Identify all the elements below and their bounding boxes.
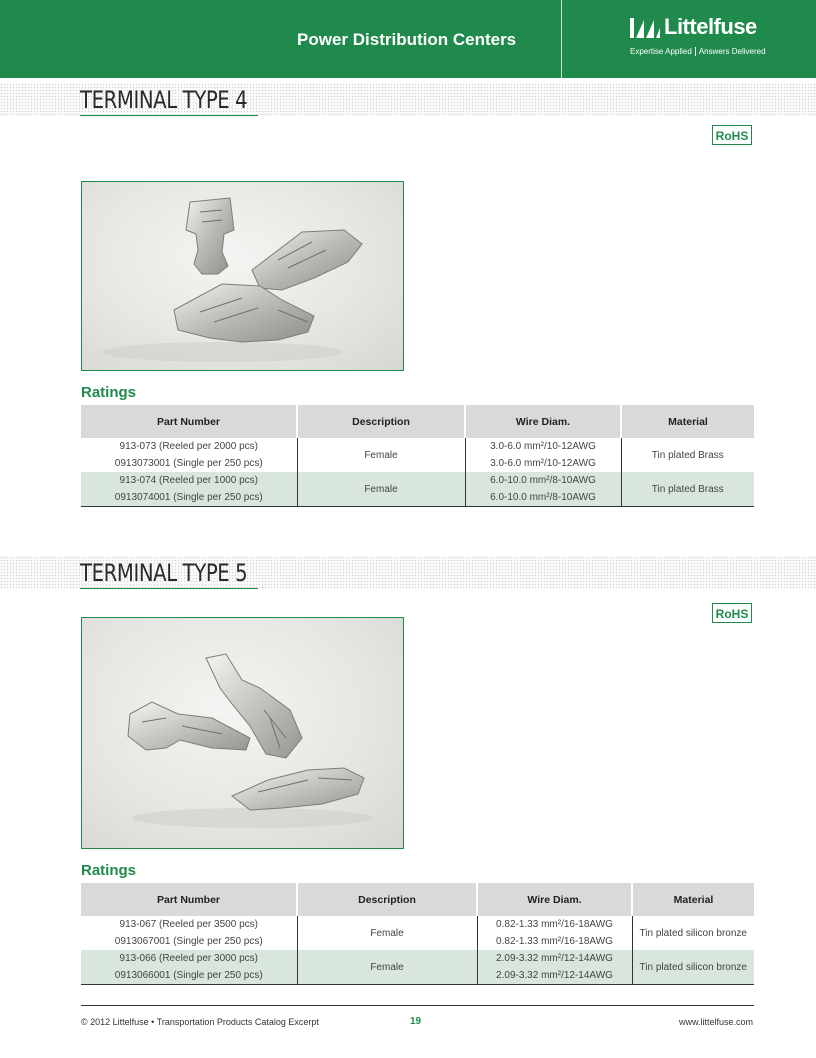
page-header bbox=[0, 0, 816, 78]
wire-diameter: 3.0-6.0 mm²/10-12AWG bbox=[465, 455, 621, 472]
logo-tagline bbox=[630, 47, 766, 56]
littelfuse-logo-icon bbox=[630, 16, 660, 40]
table-header-row bbox=[81, 883, 754, 916]
material: Tin plated silicon bronze bbox=[632, 950, 754, 985]
footer-copyright: © 2012 Littelfuse • Transportation Products Catalog Excerpt bbox=[81, 1017, 319, 1027]
product-photo bbox=[81, 617, 404, 849]
header-title: Power Distribution Centers bbox=[297, 30, 517, 49]
ratings-heading: Ratings bbox=[81, 862, 137, 879]
terminal-image bbox=[82, 618, 404, 849]
footer-rule bbox=[81, 1005, 754, 1006]
material: Tin plated Brass bbox=[621, 438, 754, 472]
tagline-separator bbox=[695, 47, 696, 56]
part-number: 0913066001 (Single per 250 pcs) bbox=[81, 967, 297, 985]
table-row bbox=[81, 438, 754, 455]
rohs-badge: RoHS bbox=[712, 125, 752, 145]
material: Tin plated Brass bbox=[621, 472, 754, 507]
column-header: Description bbox=[297, 883, 477, 916]
wire-diameter: 2.09-3.32 mm²/12-14AWG bbox=[477, 967, 632, 985]
table-row bbox=[81, 916, 754, 933]
title-underline bbox=[80, 115, 258, 116]
product-photo bbox=[81, 181, 404, 371]
description: Female bbox=[297, 916, 477, 950]
column-header: Part Number bbox=[81, 883, 297, 916]
column-header: Wire Diam. bbox=[465, 405, 621, 438]
tagline-left: Expertise Applied bbox=[630, 47, 692, 56]
column-header: Material bbox=[621, 405, 754, 438]
table-row bbox=[81, 950, 754, 967]
logo-wordmark: Littelfuse bbox=[664, 14, 757, 39]
table-header-row bbox=[81, 405, 754, 438]
wire-diameter: 6.0-10.0 mm²/8-10AWG bbox=[465, 472, 621, 489]
column-header: Material bbox=[632, 883, 754, 916]
header-divider bbox=[561, 0, 562, 78]
column-header: Wire Diam. bbox=[477, 883, 632, 916]
littelfuse-logo[interactable] bbox=[630, 14, 780, 64]
wire-diameter: 2.09-3.32 mm²/12-14AWG bbox=[477, 950, 632, 967]
part-number: 0913074001 (Single per 250 pcs) bbox=[81, 489, 297, 507]
description: Female bbox=[297, 950, 477, 985]
section-title: TERMINAL TYPE 4 bbox=[80, 86, 248, 114]
section-title: TERMINAL TYPE 5 bbox=[80, 559, 248, 587]
page-number: 19 bbox=[410, 1016, 422, 1027]
part-number: 913-073 (Reeled per 2000 pcs) bbox=[119, 441, 258, 452]
ratings-heading: Ratings bbox=[81, 384, 137, 401]
tagline-right: Answers Delivered bbox=[698, 47, 766, 56]
wire-diameter: 0.82-1.33 mm²/16-18AWG bbox=[477, 933, 632, 950]
wire-diameter: 3.0-6.0 mm²/10-12AWG bbox=[465, 438, 621, 455]
wire-diameter: 0.82-1.33 mm²/16-18AWG bbox=[477, 916, 632, 933]
terminal-image bbox=[82, 182, 404, 371]
rohs-badge: RoHS bbox=[712, 603, 752, 623]
part-number: 913-074 (Reeled per 1000 pcs) bbox=[81, 472, 297, 489]
wire-diameter: 6.0-10.0 mm²/8-10AWG bbox=[465, 489, 621, 507]
ratings-table bbox=[81, 883, 754, 985]
table-row bbox=[81, 472, 754, 489]
part-number: 0913073001 (Single per 250 pcs) bbox=[114, 458, 263, 469]
description: Female bbox=[297, 438, 465, 472]
description: Female bbox=[297, 472, 465, 507]
column-header: Part Number bbox=[81, 405, 297, 438]
title-underline bbox=[80, 588, 258, 589]
footer-website-link[interactable]: www.littelfuse.com bbox=[678, 1017, 753, 1027]
part-number: 0913067001 (Single per 250 pcs) bbox=[114, 936, 263, 947]
part-number: 913-066 (Reeled per 3000 pcs) bbox=[81, 950, 297, 967]
column-header: Description bbox=[297, 405, 465, 438]
part-number: 913-067 (Reeled per 3500 pcs) bbox=[119, 919, 258, 930]
material: Tin plated silicon bronze bbox=[632, 916, 754, 950]
ratings-table bbox=[81, 405, 754, 507]
